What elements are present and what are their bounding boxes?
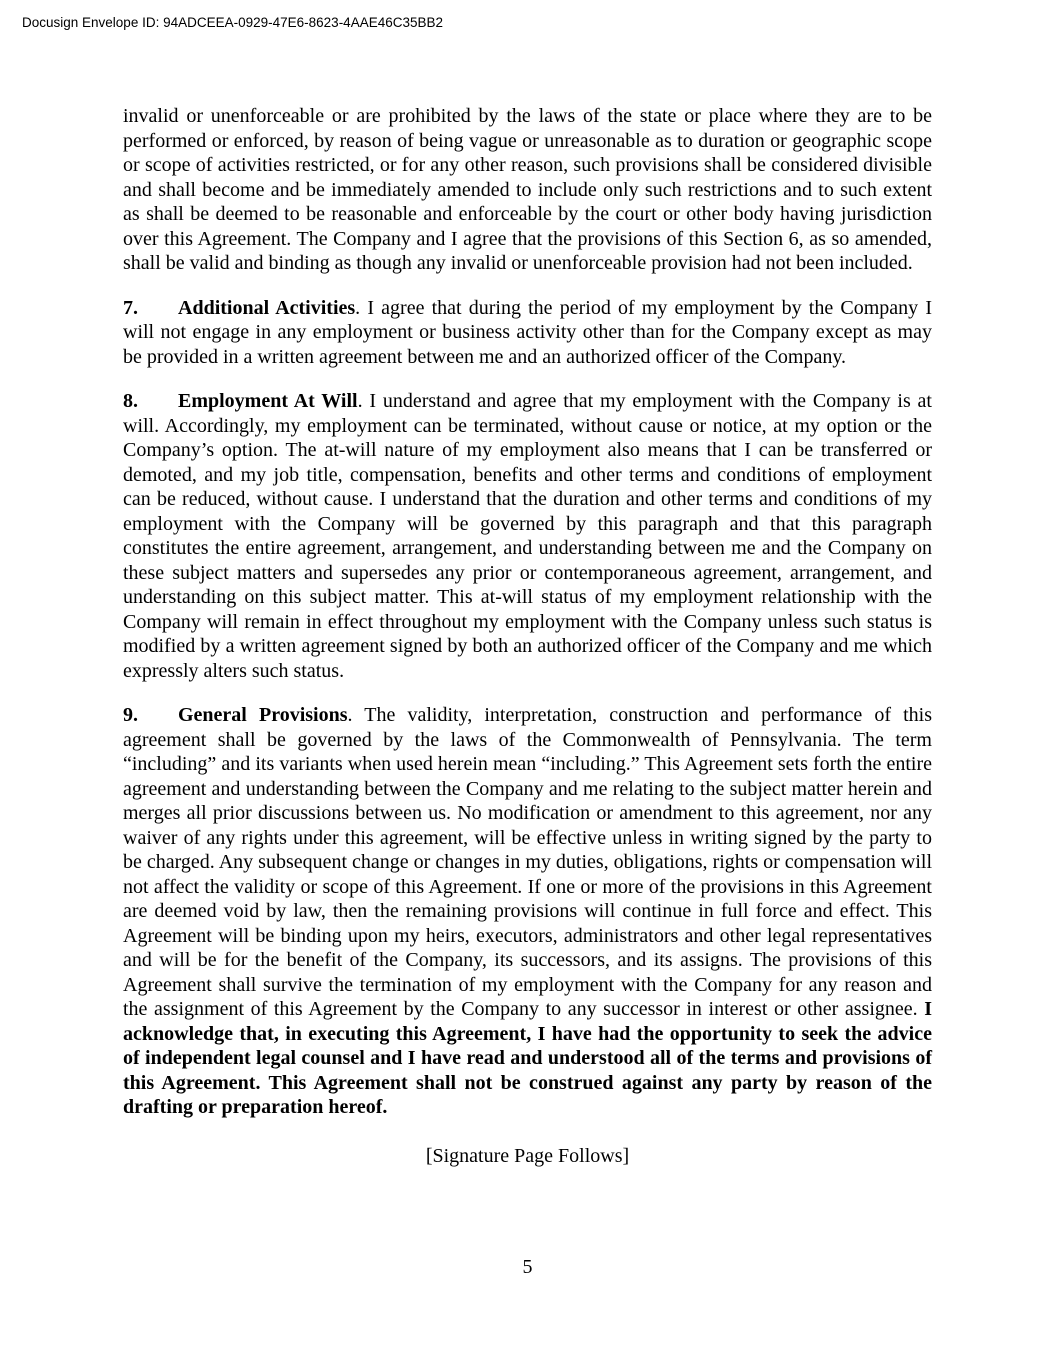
section-heading: Additional Activities	[178, 296, 356, 319]
paragraph-9-general-provisions	[123, 703, 932, 1120]
docusign-envelope-id: Docusign Envelope ID: 94ADCEEA-0929-47E6-8623-4AAE46C35BB2	[22, 15, 444, 30]
paragraph-text: . I agree that during the period of my employment by the Company I will not engage in any employment or business activity other than for the Company except as may be provided in a written agreement between me and an authorized officer of the Company.	[123, 296, 932, 368]
section-heading: Employment At Will	[178, 390, 358, 412]
paragraph-8-employment-at-will	[123, 389, 932, 683]
paragraph-text: . The validity, interpretation, construction and performance of this agreement shall be governed by the laws of the Commonwealth of Pennsylvania. The term “including” and its variants when used herein mean “including.” This Agreement sets forth the entire agreement and understanding between the Company and me relating to the subject matter herein and merges all prior discussions between us. No modification or amendment to this agreement, nor any waiver of any rights under this agreement, will be effective unless in writing signed by the party to be charged. Any subsequent change or changes in my duties, obligations, rights or compensation will not affect the validity or scope of this Agreement. If one or more of the provisions in this Agreement are deemed void by law, then the remaining provisions will continue in full force and effect. This Agreement will be binding upon my heirs, executors, administrators and other legal representatives and will be for the benefit of the Company, its successors, and its assigns. The provisions of this Agreement shall survive the termination of my employment with the Company for any reason and the assignment of this Agreement by the Company to any successor in interest or other assignee.	[123, 704, 932, 1020]
section-number: 9.	[123, 704, 138, 726]
page-number: 5	[522, 1256, 533, 1278]
section-number: 8.	[123, 390, 138, 412]
paragraph-section6-continuation	[123, 104, 932, 276]
paragraph-text: invalid or unenforceable or are prohibited by the laws of the state or place where they are to be performed or enforced, by reason of being vague or unreasonable as to duration or geographic scope or scope of activities restricted, or for any other reason, such provisions shall be considered divisible and shall become and be immediately amended to include only such restrictions and to such extent as shall be deemed to be reasonable and enforceable by the court or other body having jurisdiction over this Agreement. The Company and I agree that the provisions of this Section 6, as so amended, shall be valid and binding as though any invalid or unenforceable provision had not been included.	[123, 105, 932, 274]
paragraph-7-additional-activities	[123, 296, 932, 370]
acknowledgement-bold-text: I acknowledge that, in executing this Agreement, I have had the opportunity to seek the advice of independent legal counsel and I have read and understood all of the terms and provisions of this Agreement. This Agreement shall not be construed against any party by reason of the drafting or preparation hereof.	[123, 998, 932, 1118]
document-body	[123, 104, 932, 1168]
section-number: 7.	[123, 296, 138, 319]
paragraph-text: . I understand and agree that my employment with the Company is at will. Accordingly, my employment can be terminated, without cause or notice, at my option or the Company’s option. The at-will nature of my employment also means that I can be transferred or demoted, and my job title, compensation, benefits and other terms and conditions of employment can be reduced, without cause. I understand that the duration and other terms and conditions of my employment with the Company will be governed by this paragraph and that this paragraph constitutes the entire agreement, arrangement, and understanding between me and the Company on these subject matters and supersedes any prior or contemporaneous agreement, arrangement, and understanding on this subject matter. This at-will status of my employment relationship with the Company will remain in effect throughout my employment with the Company unless such status is modified by a written agreement signed by both an authorized officer of the Company and me which expressly alters such status.	[123, 390, 932, 682]
signature-page-note: [Signature Page Follows]	[425, 1144, 630, 1167]
section-heading: General Provisions	[178, 704, 348, 726]
